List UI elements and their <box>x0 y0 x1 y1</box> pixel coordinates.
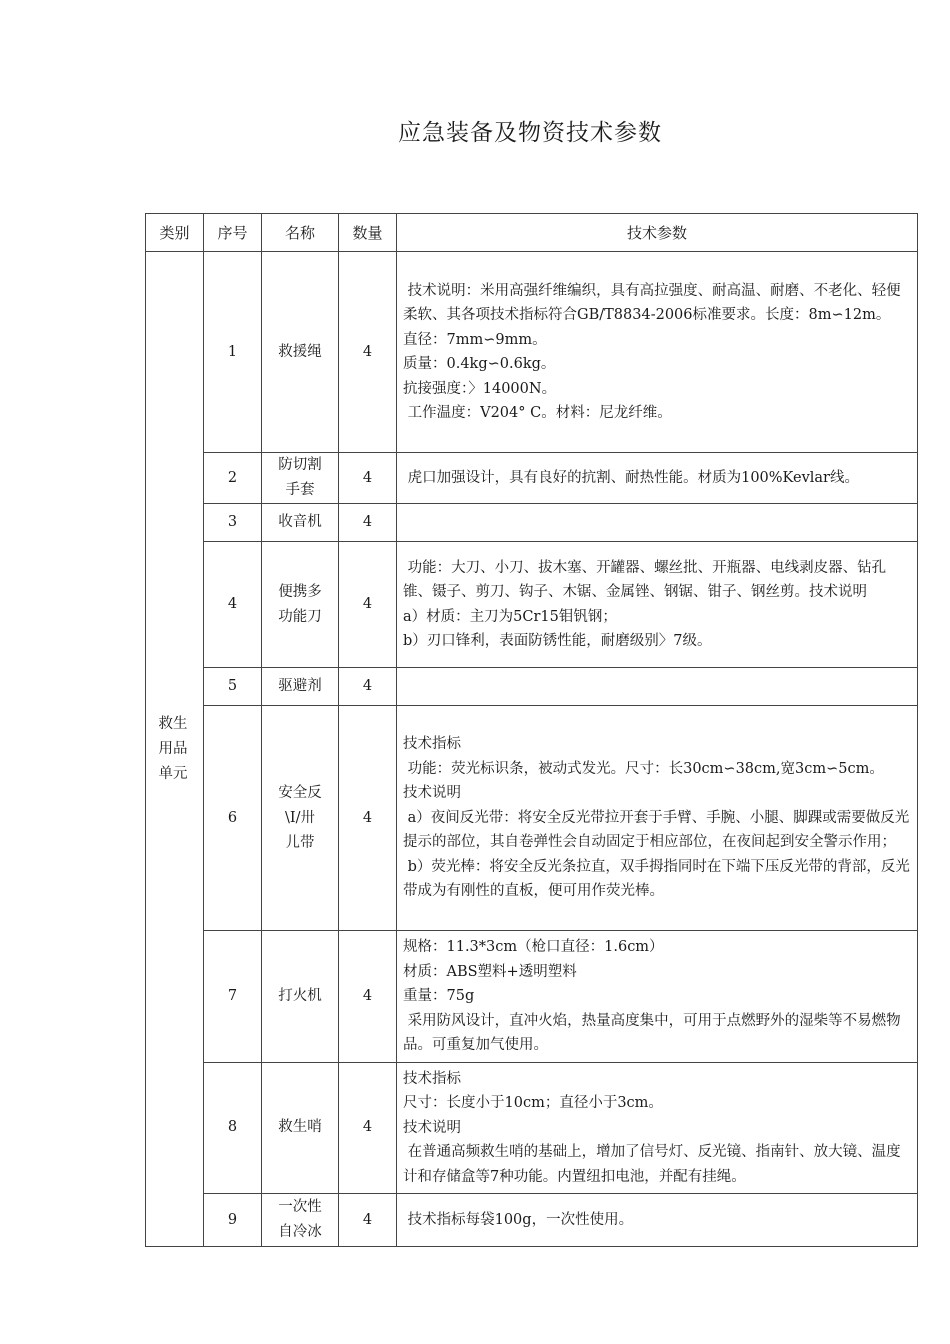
params-cell <box>397 453 918 504</box>
seq-cell: 7 <box>204 931 262 1063</box>
table-row <box>146 504 918 542</box>
qty-cell: 4 <box>339 542 397 668</box>
param-line: 技术说明：米用高强纤维编织，具有高拉强度、耐高温、耐磨、不老化、轻便柔软、其各项技术指标符合GB/T8834-2006标准要求。长度：8m∽12m。 <box>403 282 901 323</box>
param-line: 采用防风设计，直冲火焰，热量高度集中，可用于点燃野外的湿柴等不易燃物品。可重复加气使用。 <box>403 1012 901 1053</box>
name-cell <box>262 1062 339 1194</box>
table-row <box>146 931 918 1063</box>
param-line: 技术指标 <box>403 1070 461 1087</box>
param-line: 技术说明 <box>403 785 461 802</box>
qty-cell: 4 <box>339 668 397 706</box>
qty-cell: 4 <box>339 931 397 1063</box>
param-line: b）荧光棒：将安全反光条拉直，双手拇指同时在下端下压反光带的背部，反光带成为有刚性的直板，便可用作荧光棒。 <box>403 858 910 900</box>
header-params: 技术参数 <box>397 214 918 252</box>
item-name: 便携多功能刀 <box>278 583 322 625</box>
name-cell <box>262 504 339 542</box>
table-row <box>146 542 918 668</box>
document-title: 应急装备及物资技术参数 <box>398 120 662 146</box>
header-name: 名称 <box>262 214 339 252</box>
item-name: 驱避剂 <box>278 678 322 694</box>
seq-cell: 9 <box>204 1194 262 1247</box>
header-qty: 数量 <box>339 214 397 252</box>
param-line: b）刃口锋利，表面防锈性能，耐磨级别〉7级。 <box>403 633 712 649</box>
seq-cell: 2 <box>204 453 262 504</box>
table-header-row <box>146 214 918 252</box>
table-row <box>146 1194 918 1247</box>
seq-cell: 3 <box>204 504 262 542</box>
category-label: 救生用品单元 <box>158 715 188 782</box>
qty-cell: 4 <box>339 1062 397 1194</box>
table-body <box>146 252 918 1247</box>
name-cell <box>262 931 339 1063</box>
qty-cell: 4 <box>339 1194 397 1247</box>
header-seq: 序号 <box>204 214 262 252</box>
name-cell <box>262 1194 339 1247</box>
item-name: 一次性自冷冰 <box>278 1199 322 1240</box>
seq-cell: 6 <box>204 706 262 931</box>
item-name: 防切割手套 <box>278 457 322 498</box>
params-cell <box>397 542 918 668</box>
param-line: a）材质：主刀为5Cr15钼钒钢； <box>403 608 617 625</box>
item-name: 收音机 <box>278 514 322 530</box>
params-cell <box>397 706 918 931</box>
table-row <box>146 453 918 504</box>
name-cell <box>262 252 339 453</box>
param-line: 功能：荧光标识条，被动式发光。尺寸：长30cm∽38cm,宽3cm∽5cm。 <box>403 760 884 777</box>
equipment-table <box>145 213 918 1247</box>
qty-cell: 4 <box>339 252 397 453</box>
param-line: 工作温度：V204° C。材料：尼龙纤维。 <box>403 405 672 421</box>
qty-cell: 4 <box>339 504 397 542</box>
param-line: 材质：ABS塑料+透明塑料 <box>403 963 577 980</box>
category-cell <box>146 252 204 1247</box>
param-line: 抗接强度：〉14000N。 <box>403 380 557 397</box>
name-cell <box>262 542 339 668</box>
param-line: 虎口加强设计，具有良好的抗割、耐热性能。材质为100%Kevlar线。 <box>403 469 859 486</box>
param-line: 在普通高频救生哨的基础上，增加了信号灯、反光镜、指南针、放大镜、温度计和存储盒等7种功能。内置纽扣电池，并配有挂绳。 <box>403 1144 901 1185</box>
params-cell <box>397 668 918 706</box>
qty-cell: 4 <box>339 706 397 931</box>
params-cell <box>397 252 918 453</box>
param-line: 规格：11.3*3cm（枪口直径：1.6cm） <box>403 939 664 955</box>
param-line: a）夜间反光带：将安全反光带拉开套于手臂、手腕、小腿、脚踝或需要做反光提示的部位，其自卷弹性会自动固定于相应部位，在夜间起到安全警示作用； <box>403 809 910 851</box>
item-name: 救生哨 <box>278 1119 322 1136</box>
table-row <box>146 706 918 931</box>
name-cell <box>262 453 339 504</box>
seq-cell: 1 <box>204 252 262 453</box>
params-cell <box>397 1194 918 1247</box>
item-name: 安全反\I/卅儿带 <box>278 784 322 851</box>
param-line: 技术指标每袋100g，一次性使用。 <box>403 1211 634 1228</box>
param-line: 功能：大刀、小刀、拔木塞、开罐器、螺丝批、开瓶器、电线剥皮器、钻孔锥、镊子、剪刀、钩子、木锯、金属锉、钢锯、钳子、钢丝剪。技术说明 <box>403 559 887 600</box>
qty-cell: 4 <box>339 453 397 504</box>
header-category: 类别 <box>146 214 204 252</box>
seq-cell: 8 <box>204 1062 262 1194</box>
item-name: 救援绳 <box>278 343 322 360</box>
params-cell <box>397 1062 918 1194</box>
table-row <box>146 252 918 453</box>
table-row <box>146 1062 918 1194</box>
item-name: 打火机 <box>278 987 322 1004</box>
name-cell <box>262 668 339 706</box>
params-cell <box>397 931 918 1063</box>
param-line: 直径：7mm∽9mm。 <box>403 331 547 348</box>
table-row <box>146 668 918 706</box>
param-line: 质量：0.4kg∽0.6kg。 <box>403 356 556 372</box>
param-line: 技术说明 <box>403 1119 461 1136</box>
name-cell <box>262 706 339 931</box>
params-cell <box>397 504 918 542</box>
seq-cell: 5 <box>204 668 262 706</box>
param-line: 重量：75g <box>403 988 475 1004</box>
seq-cell: 4 <box>204 542 262 668</box>
param-line: 技术指标 <box>403 736 461 753</box>
param-line: 尺寸：长度小于10cm；直径小于3cm。 <box>403 1095 663 1111</box>
